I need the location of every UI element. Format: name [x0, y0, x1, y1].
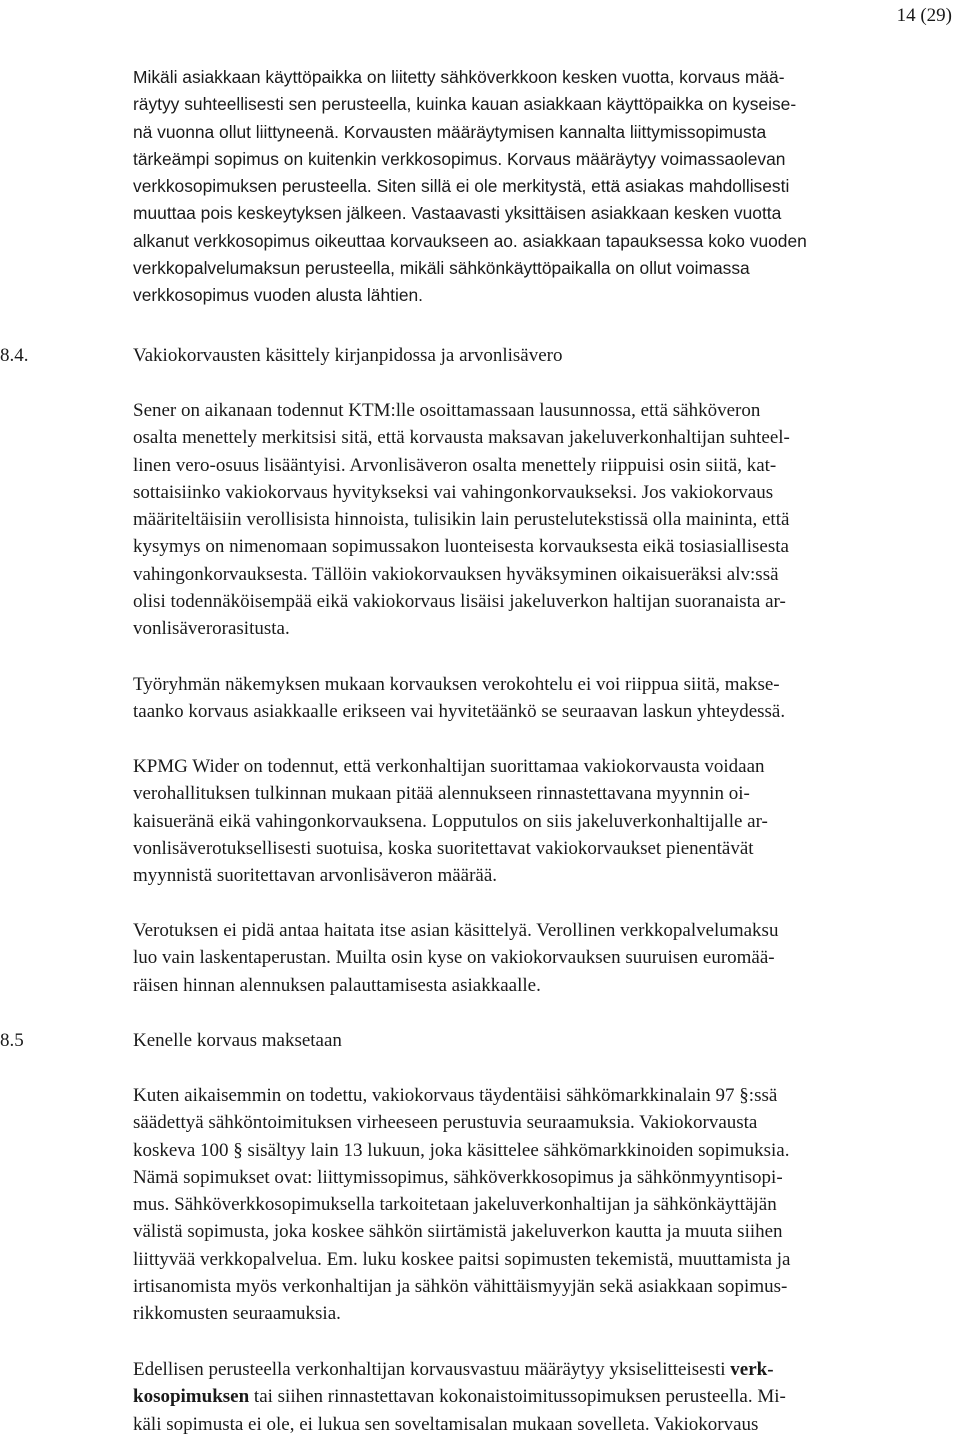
- paragraph-line: myynnistä suoritettavan arvonlisäveron määrää.: [133, 865, 498, 887]
- paragraph-line: välistä sopimusta, joka koskee sähkön siirtämistä jakeluverkon kautta ja muuta siihen: [133, 1221, 783, 1243]
- intro-line: alkanut verkkosopimus oikeuttaa korvaukseen ao. asiakkaan tapauksessa koko vuoden: [133, 230, 807, 251]
- paragraph-line: vahingonkorvauksesta. Tällöin vakiokorvauksen hyväksyminen oikaisueräksi alv:ssä: [133, 563, 779, 585]
- paragraph-kuten: [133, 1082, 959, 1328]
- emphasis-text: kosopimuksen: [133, 1386, 250, 1408]
- intro-line: verkkosopimus vuoden alusta lähtien.: [133, 285, 424, 306]
- section-number: 8.5: [0, 1030, 24, 1051]
- paragraph-text: tai siihen rinnastettavan kokonaistoimitussopimuksen perusteella. Mi-: [249, 1386, 786, 1408]
- intro-line: Mikäli asiakkaan käyttöpaikka on liitetty sähköverkkoon kesken vuotta, korvaus mää-: [133, 67, 785, 87]
- section-number: 8.4.: [0, 345, 29, 366]
- emphasis-text: verk-: [730, 1359, 774, 1380]
- paragraph-line: rikkomusten seuraamuksia.: [133, 1303, 341, 1325]
- paragraph-tyoryhma: [133, 671, 959, 726]
- paragraph-line: Työryhmän näkemyksen mukaan korvauksen verokohtelu ei voi riippua siitä, makse-: [133, 674, 780, 695]
- paragraph-edellisen: [133, 1356, 959, 1438]
- paragraph-line: Sener on aikanaan todennut KTM:lle osoittamassaan lausunnossa, että sähköveron: [133, 400, 761, 421]
- paragraph-line: määriteltäisiin verollisista hinnoista, tulisikin lain perustelutekstissä olla maininta, että: [133, 509, 790, 531]
- paragraph-line: verohallituksen tulkinnan mukaan pitää alennukseen rinnastettavana myynnin oi-: [133, 783, 750, 805]
- paragraph-kpmg: [133, 753, 959, 889]
- paragraph-line: vonlisäverotuksellisesti suotuisa, koska suoritettavat vakiokorvaukset pienentävät: [133, 837, 754, 859]
- intro-line: verkkopalvelumaksun perusteella, mikäli sähkönkäyttöpaikalla on ollut voimassa: [133, 258, 750, 279]
- paragraph-line: käli sopimusta ei ole, ei lukua sen soveltamisalan mukaan sovelleta. Vakiokorvaus: [133, 1413, 759, 1435]
- paragraph-line: liittyvää verkkopalvelua. Em. luku koskee paitsi sopimusten tekemistä, muuttamista ja: [133, 1248, 791, 1270]
- paragraph-line: koskeva 100 § sisältyy lain 13 lukuun, joka käsittelee sähkömarkkinoiden sopimuksia.: [133, 1139, 790, 1161]
- intro-paragraph: [133, 64, 959, 310]
- intro-line: nä vuonna ollut liittyneenä. Korvausten määräytymisen kannalta liittymissopimusta: [133, 121, 767, 142]
- section-title: Vakiokorvausten käsittely kirjanpidossa ja arvonlisävero: [133, 345, 563, 366]
- paragraph-line: olisi todennäköisempää eikä vakiokorvaus lisäisi jakeluverkon haltijan suoranaista ar-: [133, 591, 786, 613]
- paragraph-line: luo vain laskentaperustan. Muilta osin kyse on vakiokorvauksen suuruisen euromää-: [133, 947, 775, 969]
- paragraph-line: kysymys on nimenomaan sopimussakon luonteisesta korvauksesta eikä tosiasiallisesta: [133, 536, 789, 558]
- paragraph-verotus: [133, 917, 959, 999]
- paragraph-line: taanko korvaus asiakkaalle erikseen vai hyvitetäänkö se seuraavan laskun yhteydessä.: [133, 701, 786, 723]
- paragraph-line: säädettyä sähköntoimituksen virheeseen perustuvia seuraamuksia. Vakiokorvausta: [133, 1112, 758, 1134]
- paragraph-line: irtisanomista myös verkonhaltijan ja sähkön vähittäismyyjän sekä asiakkaan sopimus-: [133, 1276, 788, 1298]
- paragraph-line: linen vero-osuus lisääntyisi. Arvonlisäveron osalta menettely riippuisi osin siitä, kat-: [133, 454, 777, 476]
- paragraph-line: räisen hinnan alennuksen palauttamisesta asiakkaalle.: [133, 974, 541, 996]
- section-title: Kenelle korvaus maksetaan: [133, 1030, 342, 1051]
- paragraph-sener: [133, 397, 959, 643]
- paragraph-line: osalta menettely merkitsisi sitä, että korvausta maksavan jakeluverkonhaltijan suhteel-: [133, 427, 790, 449]
- paragraph-line: Kuten aikaisemmin on todettu, vakiokorvaus täydentäisi sähkömarkkinalain 97 §:ssä: [133, 1085, 778, 1106]
- paragraph-line: Verotuksen ei pidä antaa haitata itse asian käsittelyä. Verollinen verkkopalvelumaksu: [133, 920, 779, 941]
- paragraph-line: kaisueränä eikä vahingonkorvauksena. Lopputulos on siis jakeluverkonhaltijalle ar-: [133, 810, 768, 832]
- page-number: 14 (29): [896, 5, 952, 26]
- paragraph-line: KPMG Wider on todennut, että verkonhaltijan suorittamaa vakiokorvausta voidaan: [133, 756, 765, 777]
- paragraph-text: Edellisen perusteella verkonhaltijan korvausvastuu määräytyy yksiselitteisesti: [133, 1359, 731, 1380]
- intro-line: räytyy suhteellisesti sen perusteella, kuinka kauan asiakkaan käyttöpaikka on kyseise-: [133, 94, 797, 115]
- intro-line: tärkeämpi sopimus on kuitenkin verkkosopimus. Korvaus määräytyy voimassaolevan: [133, 148, 786, 169]
- paragraph-line: sottaisiinko vakiokorvaus hyvitykseksi vai vahingonkorvaukseksi. Jos vakiokorvaus: [133, 481, 774, 503]
- paragraph-line: Nämä sopimukset ovat: liittymissopimus, sähköverkkosopimus ja sähkönmyyntisopi-: [133, 1166, 783, 1188]
- intro-line: muuttaa pois keskeytyksen jälkeen. Vastaavasti yksittäisen asiakkaan kesken vuotta: [133, 203, 782, 224]
- paragraph-line: mus. Sähköverkkosopimuksella tarkoitetaan jakeluverkonhaltijan ja sähkönkäyttäjän: [133, 1194, 777, 1216]
- paragraph-line: vonlisäverorasitusta.: [133, 618, 290, 640]
- intro-line: verkkosopimuksen perusteella. Siten sillä ei ole merkitystä, että asiakas mahdollisesti: [133, 176, 790, 197]
